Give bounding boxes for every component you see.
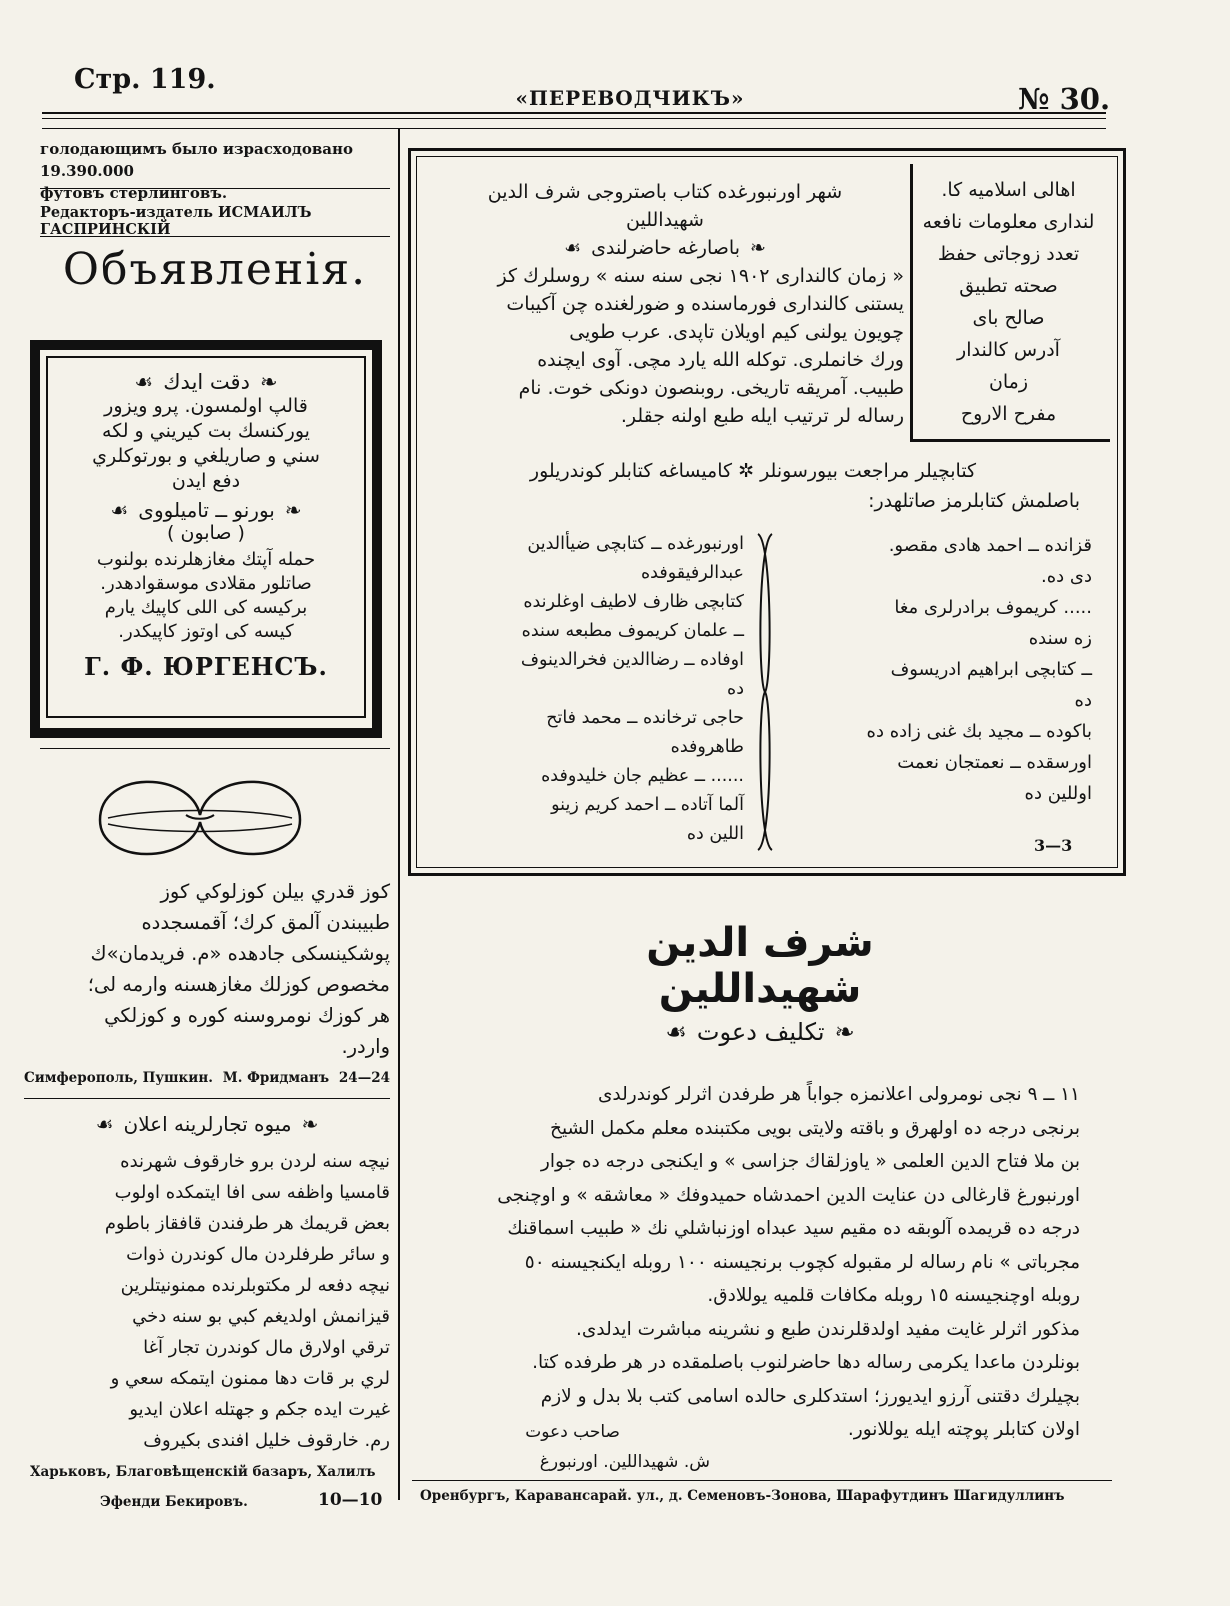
brace-divider-icon [750, 532, 780, 852]
ad3-footer-count: 10—10 [318, 1490, 383, 1510]
ad2-line: طبيبندن آلمق كرك؛ آقمسجدده [141, 911, 390, 934]
side-box-text [913, 164, 1110, 430]
list-item: كتابچى ظارف لاطيف اوغلرنده [523, 592, 744, 612]
side-line: صحته تطبيق [959, 275, 1058, 297]
ad2-line: هر كوزك نومروسنه كوره و كوزلكي [104, 1004, 390, 1027]
side-line: مفرح الاروح [960, 403, 1057, 425]
ad2-line: پوشكينسكى جادهده «م. فريدمان»ك [90, 942, 390, 965]
ad3-line: رم. خارقوف خليل افندى بكيروف [143, 1430, 390, 1451]
list-item: دى ده. [1041, 566, 1092, 587]
ad2-line: واردر. [341, 1035, 390, 1058]
ad1-body-line: حمله آپتك مغازهلرنده بولنوب [96, 549, 316, 570]
calendar-body-line: « زمان كالندارى ۱۹۰۲ نجى سنه سنه » روسلرك كز [497, 265, 904, 287]
ad3-line: لري بر قات دها ممنون ايتمكه سعي و [110, 1368, 390, 1389]
ornament-icon: ☙ [665, 1018, 687, 1046]
notice-line: голодающимъ было израсходовано 19.390.000 [40, 140, 353, 180]
calendar-body-line: يستنى كالندارى فورماسنده و ضورلغنده چن آكيبات [506, 293, 904, 315]
ad1-body-line: صاتلور مقلادى موسقوادهدر. [100, 573, 312, 594]
calendar-heading-ornamented [426, 234, 904, 262]
list-item: زه سنده [1028, 628, 1092, 649]
booksellers-line: باصلمش كتابلرمز صاتلهدر: [868, 490, 1080, 512]
ad2-footer [24, 1070, 390, 1086]
calendar-ad-count: 3—3 [1034, 836, 1073, 855]
ad3-line: بعض قريمك هر طرفندن قافقاز باطوم [104, 1213, 390, 1234]
issue-number: № 30. [1018, 82, 1111, 116]
booksellers-text [426, 456, 1080, 516]
ornament-icon: ☙ [564, 237, 582, 259]
ad3-line: قامسيا واظفه سى افا ايتمكده اولوب [114, 1182, 390, 1203]
calendar-heading-text: باصارغه حاضرلندى [591, 237, 740, 259]
list-item: ...... ــ عظيم جان خليدوفده [541, 766, 744, 786]
ad3-heading [24, 1112, 390, 1136]
ornament-icon: ❧ [284, 498, 302, 522]
header-rule [42, 112, 1106, 114]
list-item: اللين ده [686, 824, 744, 844]
ad3-footer-2: Эфенди Бекировъ. [100, 1494, 248, 1510]
list-item: اورسقده ــ نعمتجان نعمت [897, 752, 1092, 773]
ad-jurgens-inner [46, 356, 366, 718]
ad3-footer-1: Харьковъ, Благовѣщенскій базаръ, Халилъ [30, 1464, 376, 1480]
side-line: تعدد زوجاتى حفظ [937, 243, 1080, 265]
booksellers-line: كتابچيلر مراجعت بيورسونلر ✲ كاميساغه كتابلر كوندريلور [529, 460, 977, 482]
list-item: اوفاده ــ رضاالدين فخرالدينوف [520, 650, 744, 670]
ad3-line: نيچه سنه لردن برو خارقوف شهرنده [120, 1151, 390, 1172]
list-item: باكوده ــ مجيد بك غنى زاده ده [866, 721, 1092, 742]
ad2-body [36, 876, 390, 1062]
article-body [420, 1078, 1080, 1447]
article-signature-1: صاحب دعوت [525, 1422, 620, 1442]
article-line: بونلردن ماعدا يكرمى رساله دها حاضرلنوب باصلمقده در هر طرفده كتا. [532, 1352, 1080, 1373]
ad1-line: دفع ايدن [171, 470, 241, 492]
calendar-main-text [426, 178, 904, 430]
header-rule-2 [42, 128, 1106, 129]
list-item: اورنبورغده ــ كتابچى ضيأالدين [527, 534, 744, 554]
ad3-line: نيچه دفعه لر مكتوبلرنده ممنونيتلرين [120, 1275, 390, 1296]
column-divider [398, 128, 400, 1500]
ornament-icon: ☙ [110, 498, 129, 522]
ad2-footer-count: 24—24 [338, 1070, 390, 1086]
ad1-line: سني و صاريلغي و بورتوكلري [92, 445, 320, 467]
ad2-footer-address: Симферополь, Пушкин. [24, 1070, 213, 1086]
rule [40, 748, 390, 749]
article-subtitle-text: تكليف دعوت [696, 1018, 825, 1046]
side-line: زمان [988, 371, 1029, 393]
calendar-body-line: طبيب. آمريقه تاريخى. روبنصون دونكى خوت. نام [518, 377, 904, 399]
page-number: Стр. 119. [74, 64, 216, 95]
ornament-icon: ❧ [259, 370, 278, 394]
bookseller-list-right [786, 530, 1092, 809]
article-line: اولان كتابلر پوچته ايله يوللانور. [847, 1419, 1080, 1440]
ad1-heading [48, 370, 364, 394]
article-signature-2: ش. شهيداللين. اورنبورغ [539, 1452, 710, 1472]
ad2-line: مخصوص كوزلك مغازهسنه وارمه لى؛ [87, 973, 390, 996]
rule [40, 236, 390, 237]
ornament-icon: ❧ [834, 1018, 855, 1046]
ad1-body [48, 548, 364, 644]
newspaper-title: «ПЕРЕВОДЧИКЪ» [515, 86, 745, 110]
article-line: مذكور اثرلر غايت مفيد اولدقلرندن طبع و نشرينه مباشرت ايدلدى. [576, 1318, 1080, 1340]
ad3-line: قيزانمش اولديغم كبي بو سنه دخي [132, 1306, 390, 1327]
article-line: بن ملا فتاح الدين العلمى « ياوزلقاك جزاسى » و ايكنجى درجه ده جوار [540, 1151, 1080, 1172]
side-line: آدرس كالندار [957, 339, 1060, 361]
rule [24, 1098, 390, 1099]
editor-line: Редакторъ-издатель ИСМАИЛЪ ГАСПРИНСКІЙ [40, 204, 312, 238]
list-item: حاجى ترخانده ــ محمد فاتح [546, 708, 744, 728]
article-line: برنجى درجه ده اولهرق و باقته ولايتى بويى مكتبنده معلم مكمل الشيخ [550, 1117, 1080, 1139]
ad1-body-line: بركيسه كى اللى كاپيك يارم [104, 597, 308, 618]
article-line: اورنبورغ قارغالى دن عنايت الدين احمدشاه حميدوفك « معاشقه » و اوچنجى [497, 1184, 1080, 1206]
list-item: ده [1074, 690, 1092, 711]
ornament-icon: ☙ [134, 370, 154, 394]
ad1-product [48, 498, 364, 522]
rule [40, 188, 390, 189]
article-line: ١١ ــ ٩ نجى نومرولى اعلانمزه جواباً هر طرفدن اثرلر كوندرلدى [597, 1084, 1080, 1105]
ornament-icon: ❧ [749, 237, 766, 259]
calendar-heading: شهر اورنبورغده كتاب باصتروجى شرف الدين [487, 181, 843, 203]
side-line: اهالى اسلاميه كا. [941, 179, 1076, 201]
article-footer: Оренбургъ, Каравансарай. ул., д. Семеновъ-Зонова, Шарафутдинъ Шагидуллинъ [420, 1488, 1065, 1504]
article-masthead: شرف الدين شهيداللين [646, 920, 874, 1012]
side-line: صالح باى [972, 307, 1045, 329]
ad1-heading-text: دقت ایدك [163, 370, 250, 394]
ad3-line: ترقي اولارق مال كوندرن تجار آغا [143, 1337, 390, 1358]
list-item: آلما آتاده ــ احمد كريم زينو [551, 795, 744, 815]
ad1-signature: Г. Ф. ЮРГЕНСЪ. [84, 652, 328, 681]
ad3-line: و سائر طرفلردن مال كوندرن ذوات [126, 1244, 390, 1265]
ad1-product-text: بورنو ــ تاميلووى [138, 498, 275, 522]
article-line: بچيلرك دقتنى آرزو ايديورز؛ استدكلرى حالده اسامى كتب بلا بدل و لازم [540, 1385, 1080, 1407]
ad3-heading-text: ميوه تجارلرينه اعلان [123, 1112, 292, 1136]
ornament-icon: ☙ [95, 1112, 114, 1136]
ad1-line: قالپ اولمسون. پرو ويزور [104, 395, 308, 417]
list-item: ــ كتابچى ابراهيم ادريسوف [890, 659, 1092, 680]
ad1-body-line: كيسه كى اوتوز كاپيكدر. [118, 621, 294, 642]
ad1-line: يوركنسك بت كيريني و لكه [102, 420, 310, 442]
ad3-body [24, 1146, 390, 1456]
ornament-icon: ❧ [301, 1112, 319, 1136]
list-item: عبدالرفيقوفده [640, 563, 744, 583]
list-item: اوللين ده [1024, 783, 1092, 804]
calendar-body-line: چويون يولنى كيم اويلان تاپدى. عرب طويى [569, 321, 904, 343]
side-line: لندارى معلومات نافعه [922, 211, 1095, 233]
list-item: ده [727, 679, 744, 699]
ad1-product-sub: ( صابون ) [167, 522, 245, 544]
article-line: درجه ده قريمده آلوبقه ده مقيم سيد عبداه اوزنباشلي نك « طبيب اسماقنك [507, 1218, 1080, 1239]
list-item: طاهروفده [670, 737, 744, 757]
ad2-line: كوز قدري بيلن كوزلوكي كوز [160, 880, 390, 903]
calendar-body-line: رساله لر ترتيب ايله طبع اولنه جقلر. [620, 405, 904, 427]
ads-heading: Объявленія. [62, 244, 368, 295]
notice-line: футовъ стерлинговъ. [40, 184, 228, 202]
ad1-lines [48, 394, 364, 494]
bookseller-list-left [440, 530, 744, 849]
calendar-heading: شهيداللين [626, 209, 704, 231]
article-line: روبله اوچنجيسنه ١٥ روبله مكافات قلميه يوللادق. [707, 1285, 1080, 1306]
famine-notice [40, 138, 390, 204]
list-item: ــ علمان كريموف مطبعه سنده [521, 621, 744, 641]
calendar-side-box [910, 164, 1110, 442]
article-subtitle [560, 1018, 960, 1046]
ad2-footer-name: М. Фридманъ [222, 1070, 330, 1086]
calendar-body-line: ورك خانملرى. توكله الله يارد مچى. آوى ايچنده [537, 349, 904, 371]
article-line: مجرباتى » نام رساله لر مقبوله كچوب برنجيسنه ١٠٠ روبله ايكنجيسنه ٥٠ [524, 1251, 1080, 1273]
rule [412, 1480, 1112, 1481]
list-item: ..... كريموف برادرلرى مغا [894, 597, 1092, 618]
list-item: قزانده ــ احمد هادى مقصو. [888, 535, 1092, 556]
ad3-line: غيرت ايده جكم و جهتله اعلان ايديو [129, 1399, 390, 1420]
spectacles-icon [90, 760, 310, 870]
header-rule-thin [42, 118, 1106, 119]
